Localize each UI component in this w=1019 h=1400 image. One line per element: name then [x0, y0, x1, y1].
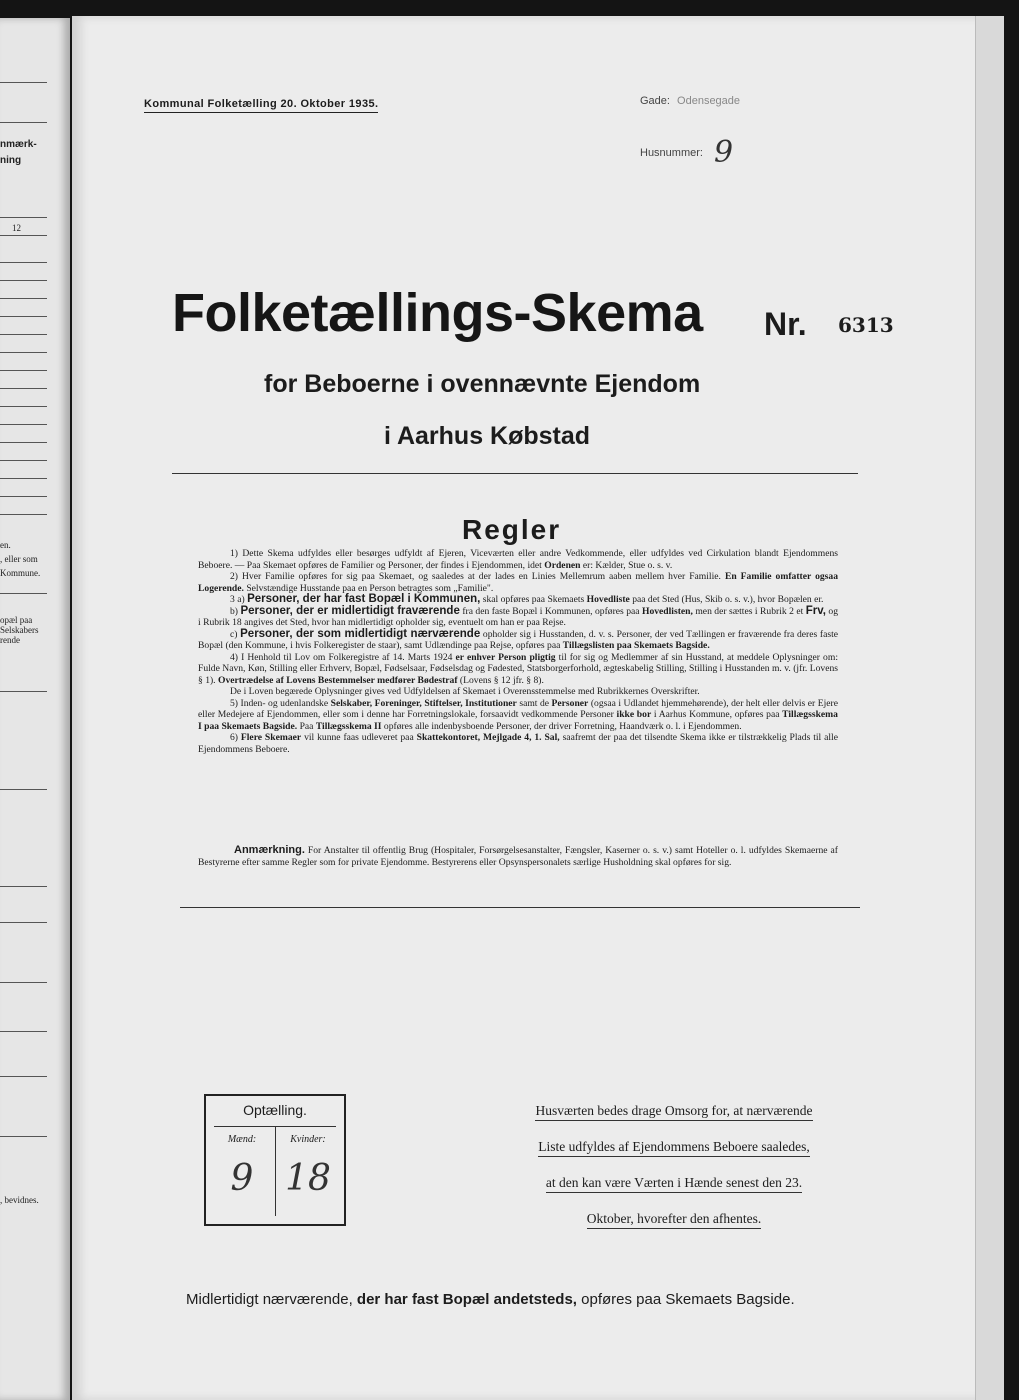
- divider-line: [180, 907, 860, 908]
- page-edge: [975, 16, 1004, 1400]
- prev-page-rule: [0, 922, 47, 923]
- house-number-value: 9: [714, 135, 734, 170]
- prev-page-rule: [0, 442, 47, 443]
- prev-page-rule: [0, 370, 47, 371]
- prev-page-rule: [0, 424, 47, 425]
- prev-page-rule: [0, 82, 47, 83]
- rule-3c: c) Personer, der som midlertidigt nærværende opholder sig i Husstanden, d. v. s. Personer, der ved Tællingen er fraværende fra deres faste Bopæl (den Kommune, i hvis Folkeregister de staar), samt Udlændinge paa Rejse, opføres paa Tillægslisten paa Skemaets Bagside.: [198, 627, 838, 651]
- tally-title: Optælling.: [243, 1102, 307, 1118]
- divider-line: [172, 473, 858, 474]
- rule-2: 2) Hver Familie opføres for sig paa Skemaet, og saaledes at der lades en Linies Mellemrum aaben mellem hver Familie. En Familie omfatter ogsaa Logerende. Selvstændige Husstande paa en Person betragtes som „Familie".: [198, 571, 838, 594]
- prev-page-rule: [0, 316, 47, 317]
- prev-page-rule: [0, 298, 47, 299]
- nr-label: Nr.: [764, 306, 807, 342]
- prev-page-rule: [0, 886, 47, 887]
- prev-page-column-number: 12: [12, 223, 21, 233]
- rule-3b: b) Personer, der er midlertidigt fraværende fra den faste Bopæl i Kommunen, opføres paa Hovedlisten, men der sættes i Rubrik 2 et Frv, og i Rubrik 18 angives det Sted, hvor han midlertidigt opholder sig, eventuelt om han er paa Rejse.: [198, 604, 839, 628]
- prev-page-rule: [0, 1031, 47, 1032]
- prev-page-text: rende: [0, 635, 20, 645]
- prev-page-text: en.: [0, 540, 11, 550]
- rule-1: 1) Dette Skema udfyldes eller besørges udfyldt af Ejeren, Viceværten eller andre Vedkommende, eller udfyldes ved Cirkulation blandt Ejendommens Beboere. — Paa Skemaet opføres de Familier og Personer, der findes i Ejendommen, idet Ordenen er: Kælder, Stue o. s. v.: [198, 548, 838, 571]
- house-number-label: Husnummer:: [640, 147, 703, 159]
- women-label: Kvinder:: [290, 1134, 326, 1145]
- prev-page-rule: [0, 122, 47, 123]
- prev-page-text: opæl paa: [0, 615, 33, 625]
- women-count: 18: [285, 1158, 331, 1199]
- prev-page-rule: [0, 406, 47, 407]
- rule-3a: 3 a) Personer, der har fast Bopæl i Kommunen, skal opføres paa Skemaets Hovedliste paa det Sted (Hus, Skib o. s. v.), hvor Bopælen er.: [230, 593, 824, 605]
- rule-5: 5) Inden- og udenlandske Selskaber, Foreninger, Stiftelser, Institutioner samt de Personer (ogsaa i Udlandet hjemmehørende), der helt eller delvis er Ejere eller Medejere af Ejendommen, eller som i denne har Forretningslokale, forsaavidt vedkommende Personer ikke bor i Aarhus Kommune, opføres paa Tillægsskema I paa Skemaets Bagside. Paa Tillægsskema II opføres alle indenbysboende Personer, der driver Forretning, Haandværk o. l. i Ejendommen.: [198, 697, 838, 732]
- prev-page-rule: [0, 496, 47, 497]
- tally-box: [204, 1094, 346, 1226]
- rules-text: [198, 548, 838, 755]
- rules-heading: Regler: [462, 514, 562, 545]
- prev-page-rule: [0, 982, 47, 983]
- notice-line: Husværten bedes drage Omsorg for, at nærværende: [535, 1102, 812, 1121]
- prev-page-text: , eller som: [0, 554, 38, 564]
- prev-page-heading-1: nmærk-: [0, 139, 37, 150]
- form-subtitle-city: i Aarhus Købstad: [384, 422, 591, 450]
- prev-page-rule: [0, 388, 47, 389]
- prev-page-rule: [0, 217, 47, 218]
- street-label: Gade:: [640, 95, 670, 107]
- notice-line: Liste udfyldes af Ejendommens Beboere saaledes,: [538, 1138, 809, 1157]
- men-label: Mænd:: [227, 1134, 257, 1145]
- prev-page-rule: [0, 1076, 47, 1077]
- prev-page-rule: [0, 593, 47, 594]
- form-title: Folketællings-Skema: [172, 283, 703, 343]
- rule-6: 6) Flere Skemaer vil kunne faas udleveret paa Skattekontoret, Mejlgade 4, 1. Sal, saafremt der paa det tilsendte Skema ikke er tilstrækkelig Plads til alle Ejendommens Beboere.: [198, 732, 838, 755]
- prev-page-rule: [0, 478, 47, 479]
- tally-divider: [275, 1127, 276, 1216]
- prev-page-rule: [0, 352, 47, 353]
- prev-page-rule: [0, 262, 47, 263]
- footer-instruction: Midlertidigt nærværende, der har fast Bopæl andetsteds, opføres paa Skemaets Bagside.: [186, 1291, 795, 1308]
- prev-page-rule: [0, 334, 47, 335]
- note-paragraph: [198, 845, 838, 868]
- street-field: [640, 95, 740, 107]
- note-text: For Anstalter til offentlig Brug (Hospitaler, Forsørgelsesanstalter, Fængsler, Kaserner o. s. v.) samt Hoteller o. l. udfyldes Skemaerne af Bestyrerne efter samme Regler som for private Ejendomme. Bestyrerens eller Opsynspersonalets særlige Husholdning skal opføres for sig.: [198, 845, 838, 868]
- prev-page-rule: [0, 691, 47, 692]
- rule-4b: De i Loven begærede Oplysninger gives ved Udfyldelsen af Skemaet i Overensstemmelse med Rubrikkernes Overskrifter.: [230, 686, 700, 697]
- previous-page-fragment: [0, 18, 70, 1400]
- prev-page-text: Selskabers: [0, 625, 39, 635]
- prev-page-rule: [0, 460, 47, 461]
- prev-page-rule: [0, 1136, 47, 1137]
- prev-page-heading-2: ning: [0, 155, 22, 166]
- men-count: 9: [230, 1158, 254, 1199]
- form-subtitle: for Beboerne i ovennævnte Ejendom: [264, 370, 701, 398]
- prev-page-text: , bevidnes.: [0, 1195, 39, 1205]
- census-header: Kommunal Folketælling 20. Oktober 1935.: [144, 98, 378, 113]
- notice-line: Oktober, hvorefter den afhentes.: [587, 1210, 762, 1229]
- prev-page-rule: [0, 280, 47, 281]
- landlord-notice: [508, 1096, 840, 1240]
- note-label: Anmærkning.: [234, 844, 305, 856]
- prev-page-rule: [0, 235, 47, 236]
- prev-page-text: Kommune.: [0, 568, 41, 578]
- house-number-field: [640, 129, 734, 170]
- form-number: 6313: [838, 313, 894, 337]
- prev-page-rule: [0, 514, 47, 515]
- street-value: Odensegade: [677, 95, 741, 107]
- notice-line: at den kan være Værten i Hænde senest den 23.: [546, 1174, 802, 1193]
- rule-4: 4) I Henhold til Lov om Folkeregistre af 14. Marts 1924 er enhver Person pligtig til for sig og Medlemmer af sin Husstand, at meddele Oplysninger om: Fulde Navn, Køn, Stilling eller Erhverv, Bopæl, Fødselsaar, Fødselsdag og Fødested, Statsborgerforhold, ægteskabelig Stilling, Stilling i Husstanden m. v. (jfr. Lovens § 1). Overtrædelse af Lovens Bestemmelser medfører Bødestraf (Lovens § 12 jfr. § 8).: [198, 651, 838, 686]
- prev-page-rule: [0, 789, 47, 790]
